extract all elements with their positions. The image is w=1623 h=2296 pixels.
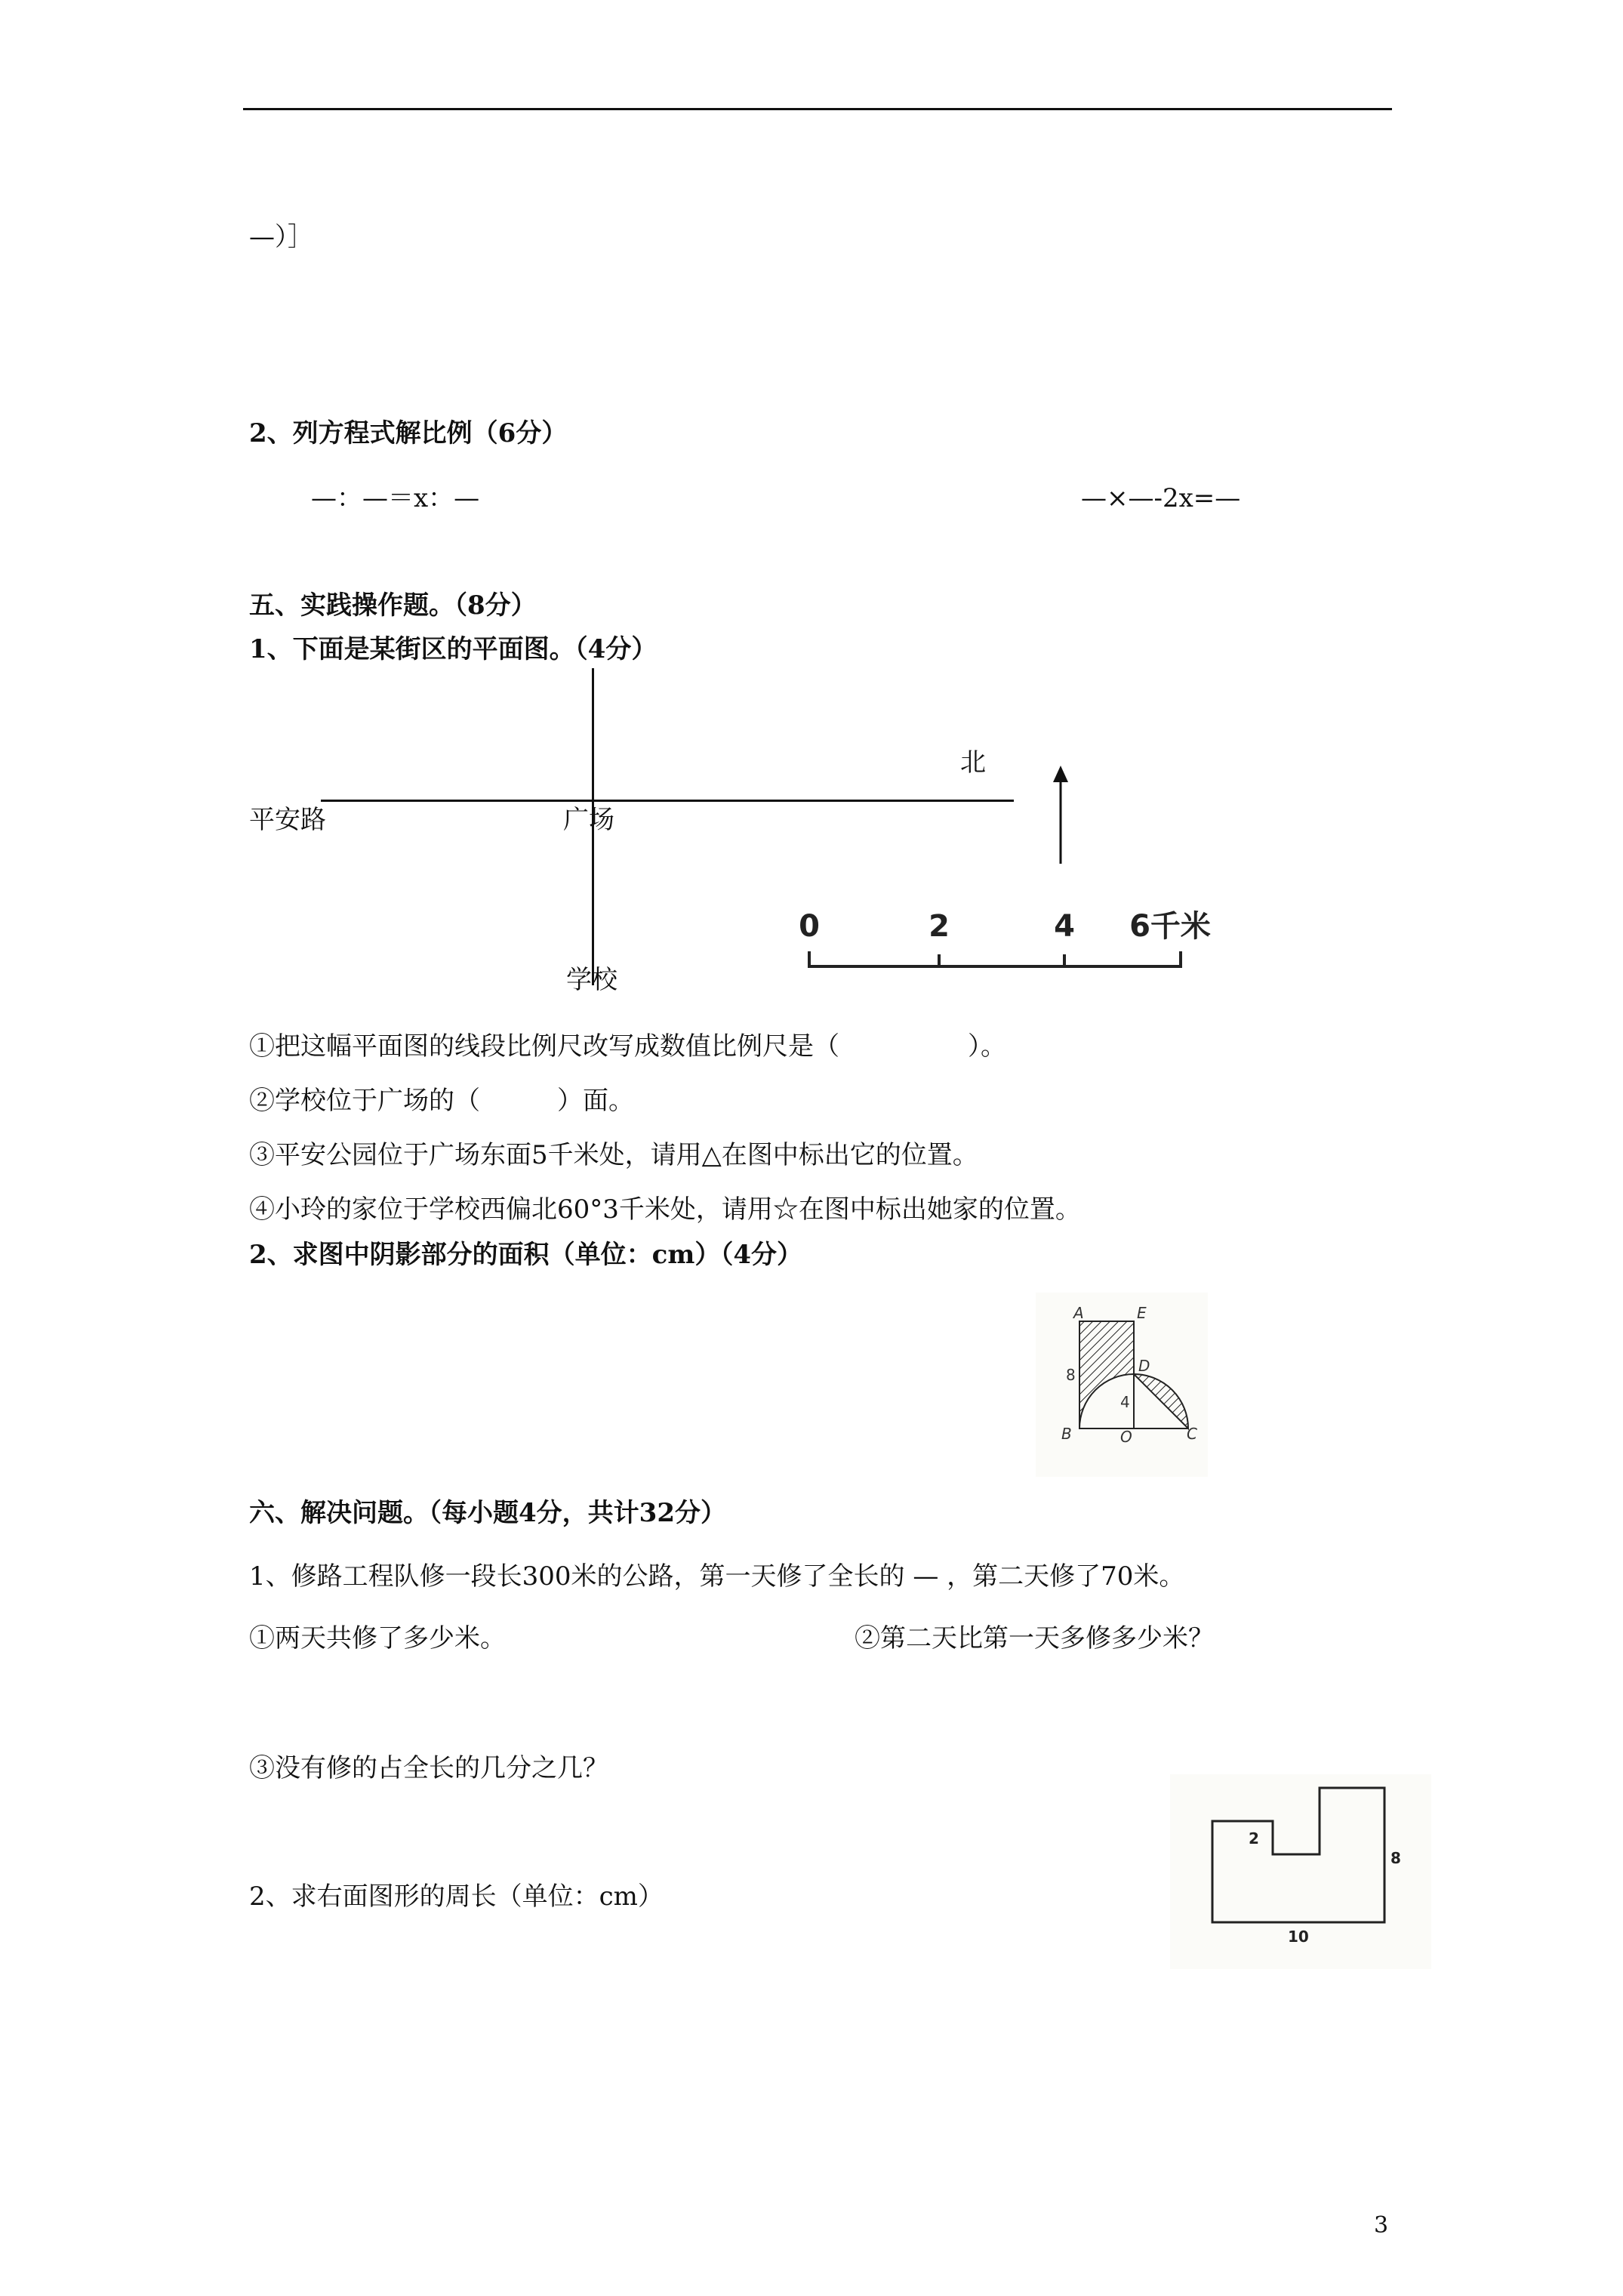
page-number: 3: [1374, 2212, 1389, 2239]
perimeter-figure: [1170, 1774, 1431, 1969]
section5-q2-title: 2、求图中阴影部分的面积（单位：cm）（4分）: [249, 1240, 802, 1270]
label-O: O: [1120, 1428, 1132, 1446]
ping-an-road-line: [321, 800, 1014, 802]
label-C: C: [1187, 1425, 1197, 1443]
section5-title: 五、实践操作题。（8分）: [249, 590, 537, 621]
north-label: 北: [960, 747, 986, 778]
scale-tick-4: 4: [1054, 909, 1075, 944]
section4-q2-title: 2、列方程式解比例（6分）: [249, 418, 568, 448]
shaded-area-figure: [1036, 1293, 1208, 1477]
q1-item-2: ②学校位于广场的（ ）面。: [249, 1086, 634, 1116]
north-arrow-icon: [1049, 766, 1072, 865]
q1-item-3: ③平安公园位于广场东面5千米处，请用△在图中标出它的位置。: [249, 1140, 978, 1170]
scale-tick-6km: 6千米: [1129, 909, 1211, 944]
section6-q2-text: 2、求右面图形的周长（单位：cm）: [249, 1881, 664, 1912]
section6-q1-sub3: ③没有修的占全长的几分之几？: [249, 1753, 608, 1783]
continuation-text: —）］: [249, 222, 313, 252]
q1-item-4: ④小玲的家位于学校西偏北60°3千米处，请用☆在图中标出她家的位置。: [249, 1194, 1081, 1225]
label-4: 4: [1120, 1393, 1130, 1411]
label-8: 8: [1390, 1849, 1401, 1867]
section5-q1-title: 1、下面是某街区的平面图。（4分）: [249, 634, 658, 664]
proportion-equation-1: —：—＝x：—: [311, 483, 480, 513]
label-8: 8: [1066, 1366, 1076, 1384]
label-A: A: [1073, 1304, 1084, 1322]
scale-bar: [785, 897, 1268, 978]
section6-q1-sub1: ①两天共修了多少米。: [249, 1623, 506, 1653]
school-label: 学校: [566, 965, 617, 995]
square-label: 广场: [563, 805, 614, 835]
section6-q1-text: 1、修路工程队修一段长300米的公路，第一天修了全长的 — ，第二天修了70米。: [249, 1561, 1185, 1592]
scale-tick-0: 0: [799, 909, 820, 944]
road-label: 平安路: [249, 805, 326, 835]
q1-item-1: ①把这幅平面图的线段比例尺改写成数值比例尺是（ ）。: [249, 1031, 1006, 1062]
section6-title: 六、解决问题。（每小题4分，共计32分）: [249, 1498, 726, 1528]
label-B: B: [1061, 1425, 1072, 1443]
label-10: 10: [1288, 1928, 1309, 1946]
label-D: D: [1138, 1357, 1150, 1375]
header-rule: [243, 108, 1392, 110]
section6-q1-sub2: ②第二天比第一天多修多少米？: [855, 1623, 1214, 1653]
scale-tick-2: 2: [929, 909, 950, 944]
proportion-equation-2: —×—-2x=—: [1081, 483, 1241, 513]
label-2: 2: [1249, 1829, 1259, 1848]
label-E: E: [1137, 1304, 1147, 1322]
